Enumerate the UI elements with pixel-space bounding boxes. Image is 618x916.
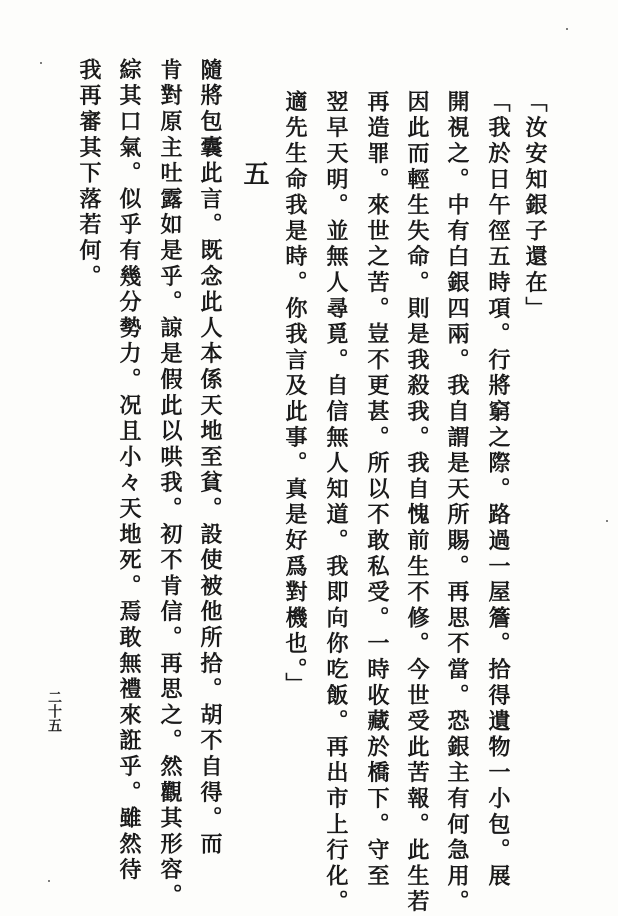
text-column-9: 肯對原主吐露如是乎。諒是假此以哄我。初不肯信。再思之。然觀其形容。 bbox=[157, 58, 183, 910]
text-column-2: 「我於日午徑五時項。行將窮之際。路過一屋簷。拾得遺物一小包。展 bbox=[485, 90, 511, 890]
text-column-3: 開視之。中有白銀四兩。我自謂是天所賜。再思不當。恐銀主有何急用。 bbox=[444, 90, 470, 916]
text-column-10: 綜其口氣。似乎有幾分勢力。况且小々天地死。焉敢無禮來誑乎。雖然待 bbox=[116, 58, 142, 884]
scan-speck bbox=[566, 28, 568, 30]
scan-speck bbox=[606, 520, 608, 522]
text-column-8: 隨將包囊此言。既念此人本係天地至貧。設使被他所拾。胡不自得。而 bbox=[197, 58, 223, 858]
scan-speck bbox=[40, 62, 42, 64]
text-column-6: 翌早天明。並無人尋覓。自信無人知道。我即向你吃飯。再出市上行化。 bbox=[323, 90, 349, 916]
text-column-1: 「汝安知銀子還在」 bbox=[522, 90, 548, 323]
text-column-7: 適先生命我是時。你我言及此事。真是好爲對機也。」 bbox=[282, 90, 308, 699]
page-number: 二十五 bbox=[46, 690, 62, 732]
text-column-4: 因此而輕生失命。則是我殺我。我自愧前生不修。今世受此苦報。此生若 bbox=[404, 90, 430, 916]
scan-speck bbox=[48, 880, 50, 882]
section-heading: 五 bbox=[239, 160, 269, 186]
text-column-5: 再造罪。來世之苦。豈不更甚。所以不敢私受。一時收藏於橋下。守至 bbox=[364, 90, 390, 890]
text-column-11: 我再審其下落若何。 bbox=[76, 58, 102, 291]
